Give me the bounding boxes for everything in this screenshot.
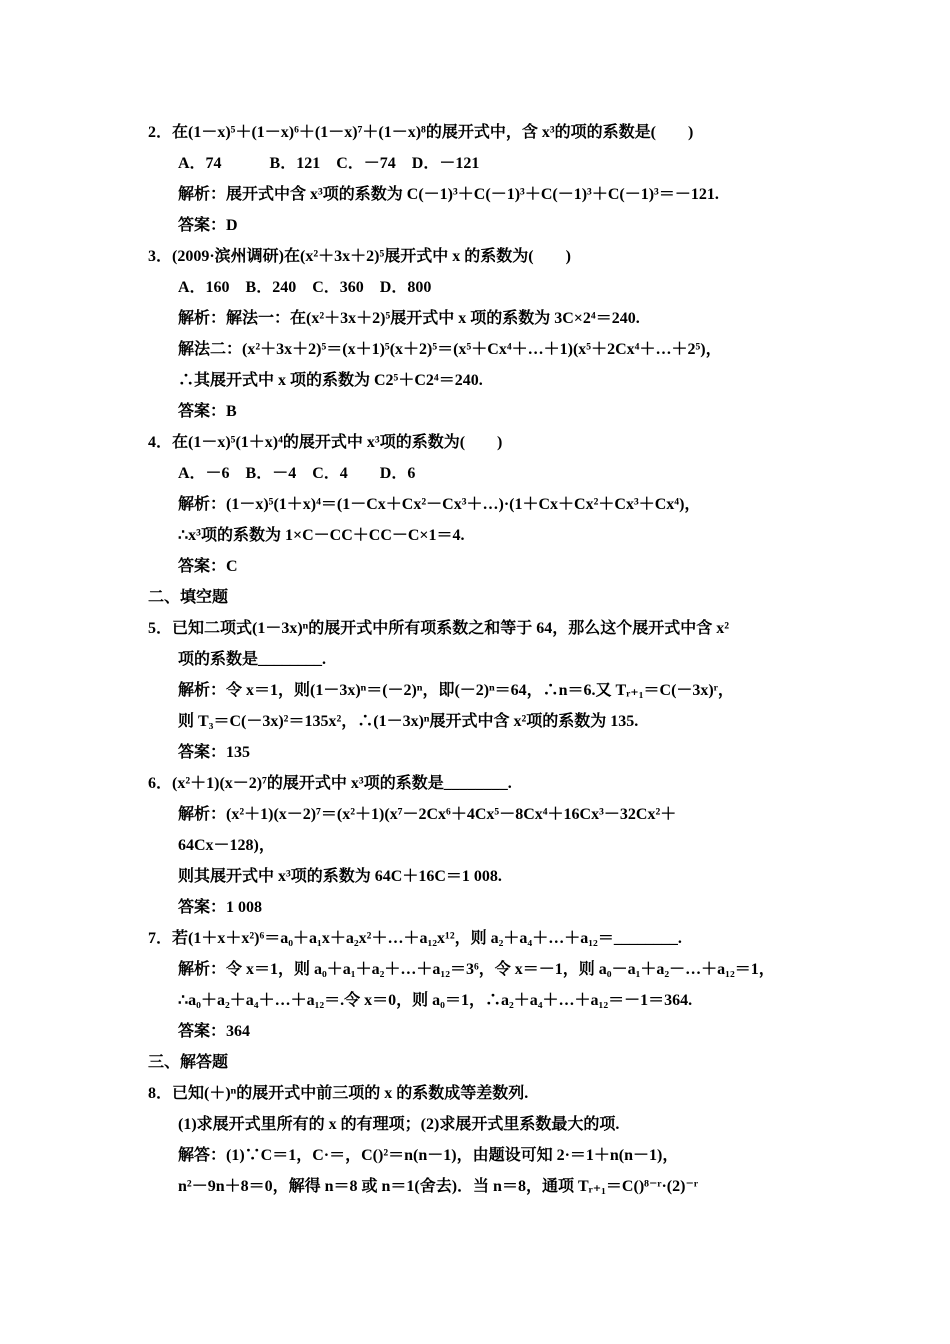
q6-analysis-continued: 64Cx－128)，: [178, 837, 275, 854]
q2-analysis: 解析：展开式中含 x³项的系数为 C(－1)³＋C(－1)³＋C(－1)³＋C(－1)³＝－121.: [178, 186, 719, 203]
question-6: 6．(x²＋1)(x－2)⁷的展开式中 x³项的系数是________.: [148, 775, 512, 792]
question-4: 4．在(1－x)⁵(1＋x)⁴的展开式中 x³项的系数为( ): [148, 434, 503, 451]
question-8: 8．已知(＋)ⁿ的展开式中前三项的 x 的系数成等差数列.: [148, 1085, 529, 1102]
q8-subquestions: (1)求展开式里所有的 x 的有理项；(2)求展开式里系数最大的项.: [178, 1116, 620, 1133]
q2-answer: 答案：D: [178, 217, 238, 234]
q5-continuation: 项的系数是________.: [178, 651, 327, 668]
q3-analysis-method-1: 解析：解法一：在(x²＋3x＋2)⁵展开式中 x 项的系数为 3C×2⁴＝240.: [178, 310, 640, 327]
q8-solution-continued: n²－9n＋8＝0，解得 n＝8 或 n＝1(舍去)．当 n＝8，通项 Tᵣ₊₁＝C()⁸⁻ʳ·(2)⁻ʳ: [178, 1178, 698, 1195]
q5-analysis: 解析：令 x＝1，则(1－3x)ⁿ＝(－2)ⁿ，即(－2)ⁿ＝64，∴n＝6.又 Tᵣ₊₁＝C(－3x)ʳ，: [178, 682, 734, 699]
q7-analysis: 解析：令 x＝1，则 a₀＋a₁＋a₂＋…＋a₁₂＝3⁶，令 x＝－1，则 a₀－a₁＋a₂－…＋a₁₂＝1，: [178, 961, 775, 978]
q8-solution: 解答：(1)∵C＝1，C·＝，C()²＝n(n－1)，由题设可知 2·＝1＋n(n－1)，: [178, 1147, 679, 1164]
question-5: 5．已知二项式(1－3x)ⁿ的展开式中所有项系数之和等于 64，那么这个展开式中含 x²: [148, 620, 730, 637]
question-2: 2．在(1－x)⁵＋(1－x)⁶＋(1－x)⁷＋(1－x)⁸的展开式中，含 x³的项的系数是( ): [148, 124, 694, 141]
q3-options: A．160 B．240 C．360 D．800: [178, 279, 432, 296]
q2-options: A．74 B．121 C．－74 D．－121: [178, 155, 480, 172]
q3-analysis-method-2: 解法二：(x²＋3x＋2)⁵＝(x＋1)⁵(x＋2)⁵＝(x⁵＋Cx⁴＋…＋1)(x⁵＋2Cx⁴＋…＋2⁵)，: [178, 341, 722, 358]
q4-options: A．－6 B．－4 C．4 D．6: [178, 465, 416, 482]
q3-analysis-conclusion: ∴其展开式中 x 项的系数为 C2⁵＋C2⁴＝240.: [178, 372, 483, 389]
q4-analysis-conclusion: ∴x³项的系数为 1×C－CC＋CC－C×1＝4.: [178, 527, 465, 544]
question-7: 7．若(1＋x＋x²)⁶＝a₀＋a₁x＋a₂x²＋…＋a₁₂x¹²，则 a₂＋a₄＋…＋a₁₂＝________.: [148, 930, 682, 947]
q3-answer: 答案：B: [178, 403, 237, 420]
question-3: 3．(2009·滨州调研)在(x²＋3x＋2)⁵展开式中 x 的系数为( ): [148, 248, 571, 265]
q5-answer: 答案：135: [178, 744, 251, 761]
q7-answer: 答案：364: [178, 1023, 251, 1040]
section-heading-fill-in: 二、填空题: [148, 589, 229, 606]
q5-analysis-conclusion: 则 T₃＝C(－3x)²＝135x²，∴(1－3x)ⁿ展开式中含 x²项的系数为 135.: [178, 713, 639, 730]
section-heading-solve: 三、解答题: [148, 1054, 229, 1071]
q6-answer: 答案：1 008: [178, 899, 263, 916]
q7-analysis-conclusion: ∴a₀＋a₂＋a₄＋…＋a₁₂＝.令 x＝0，则 a₀＝1，∴a₂＋a₄＋…＋a₁₂＝－1＝364.: [178, 992, 693, 1009]
q4-analysis: 解析：(1－x)⁵(1＋x)⁴＝(1－Cx＋Cx²－Cx³＋…)·(1＋Cx＋Cx²＋Cx³＋Cx⁴)，: [178, 496, 701, 513]
q6-analysis: 解析：(x²＋1)(x－2)⁷＝(x²＋1)(x⁷－2Cx⁶＋4Cx⁵－8Cx⁴＋16Cx³－32Cx²＋: [178, 806, 677, 823]
q4-answer: 答案：C: [178, 558, 238, 575]
q6-analysis-conclusion: 则其展开式中 x³项的系数为 64C＋16C＝1 008.: [178, 868, 502, 885]
